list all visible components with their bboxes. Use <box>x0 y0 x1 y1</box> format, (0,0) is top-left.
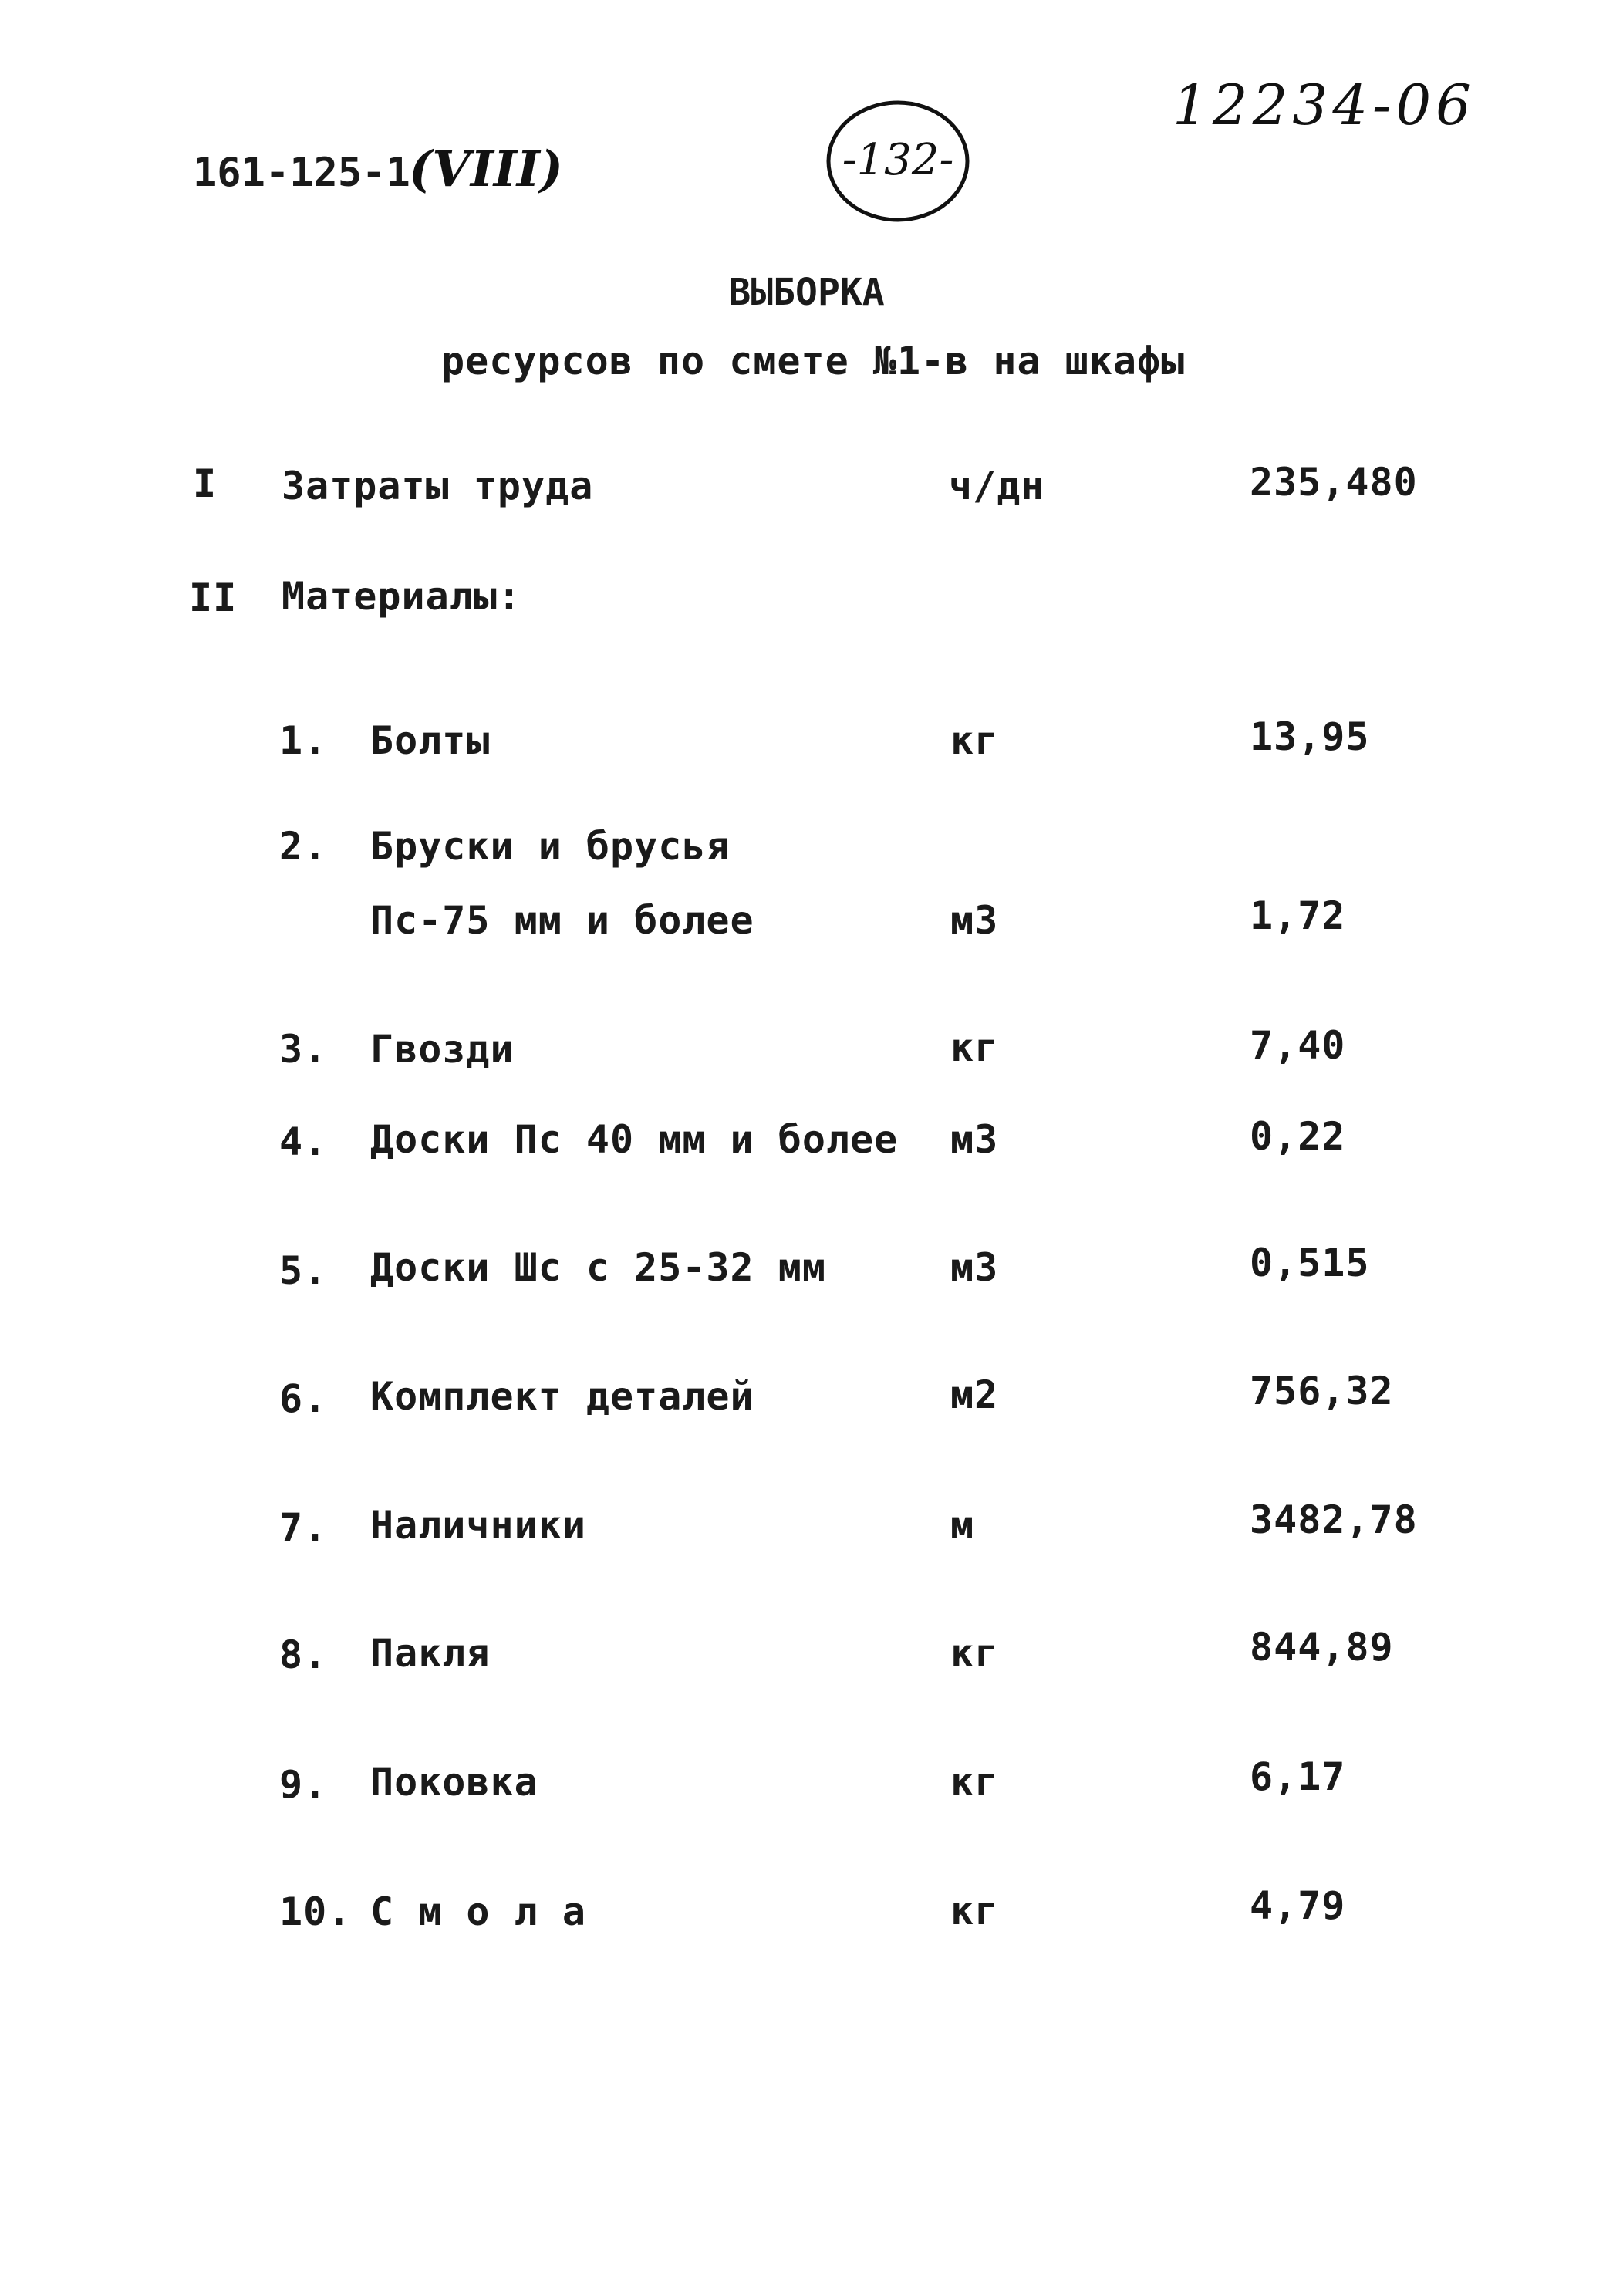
page-number: -132- <box>842 135 954 185</box>
item-unit: м3 <box>950 898 999 943</box>
item-number: 1. <box>279 718 328 763</box>
item-value: 0,515 <box>1250 1241 1370 1285</box>
item-value: 4,79 <box>1250 1883 1346 1928</box>
item-label: Поковка <box>370 1760 538 1805</box>
item-value: 756,32 <box>1250 1369 1394 1413</box>
item-label-continued: Пс-75 мм и более <box>370 898 754 943</box>
item-label: С м о л а <box>370 1889 586 1934</box>
item-value: 13,95 <box>1250 714 1370 759</box>
item-value: 1,72 <box>1250 893 1346 938</box>
item-unit: кг <box>950 1025 999 1070</box>
item-number: 5. <box>279 1248 328 1293</box>
item-label: Комплект деталей <box>370 1374 754 1419</box>
item-unit: кг <box>950 1889 999 1933</box>
document-code-suffix: (VIII) <box>409 140 564 198</box>
document-title: ВЫБОРКА <box>728 271 885 314</box>
item-number: 8. <box>279 1633 328 1677</box>
item-unit: кг <box>950 1631 999 1676</box>
item-label: Гвозди <box>370 1027 515 1072</box>
document-code: 161-125-1 <box>193 150 410 196</box>
item-label: Доски Шс с 25-32 мм <box>370 1245 826 1290</box>
item-value: 7,40 <box>1250 1023 1346 1068</box>
item-value: 844,89 <box>1250 1625 1394 1670</box>
section-number: II <box>189 576 238 620</box>
item-value: 0,22 <box>1250 1114 1346 1159</box>
item-number: 2. <box>279 824 328 869</box>
item-number: 10. <box>279 1889 352 1934</box>
item-number: 9. <box>279 1762 328 1807</box>
section-unit: ч/дн <box>949 464 1045 508</box>
item-unit: м2 <box>950 1373 999 1417</box>
section-label: Материалы: <box>282 574 522 619</box>
item-unit: м3 <box>950 1117 999 1162</box>
item-number: 7. <box>279 1505 328 1550</box>
item-unit: м3 <box>950 1245 999 1290</box>
item-label: Бруски и брусья <box>370 824 731 869</box>
item-unit: кг <box>950 1760 999 1805</box>
item-unit: кг <box>950 718 999 763</box>
archive-number: 12234-06 <box>1173 73 1476 137</box>
item-number: 3. <box>279 1027 328 1072</box>
section-number: I <box>193 461 218 506</box>
item-label: Пакля <box>370 1631 491 1676</box>
item-number: 4. <box>279 1119 328 1164</box>
item-value: 6,17 <box>1250 1754 1346 1799</box>
item-label: Болты <box>370 718 491 763</box>
item-unit: м <box>950 1503 975 1548</box>
section-label: Затраты труда <box>282 464 594 508</box>
item-value: 3482,78 <box>1250 1497 1418 1542</box>
section-value: 235,480 <box>1250 460 1418 505</box>
item-number: 6. <box>279 1376 328 1421</box>
item-label: Доски Пс 40 мм и более <box>370 1117 899 1162</box>
item-label: Наличники <box>370 1503 586 1548</box>
document-subtitle: ресурсов по смете №1-в на шкафы <box>441 339 1186 383</box>
